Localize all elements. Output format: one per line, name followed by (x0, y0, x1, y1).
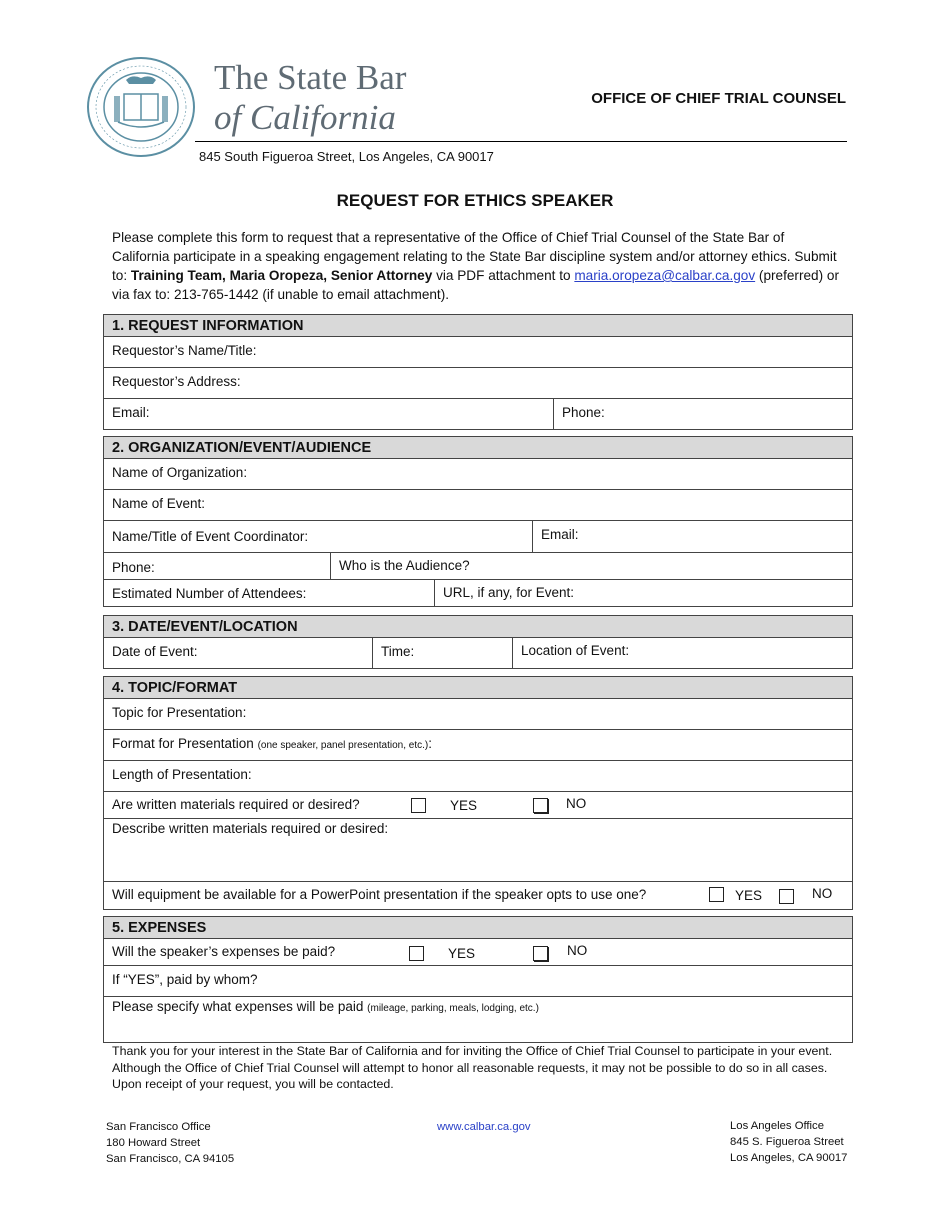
event-location-field[interactable]: Location of Event: (512, 638, 852, 668)
section-header: 3. DATE/EVENT/LOCATION (104, 616, 852, 638)
requestor-phone-field[interactable]: Phone: (553, 399, 852, 429)
equipment-yes-checkbox[interactable] (709, 887, 724, 902)
footer-sf-office: San Francisco Office 180 Howard Street San Francisco, CA 94105 (106, 1121, 235, 1165)
email-link[interactable]: maria.oropeza@calbar.ca.gov (574, 268, 756, 283)
event-date-field[interactable]: Date of Event: (112, 644, 198, 659)
section-topic-format (103, 676, 853, 910)
coordinator-name-field[interactable]: Name/Title of Event Coordinator: (112, 529, 309, 544)
section-header: 2. ORGANIZATION/EVENT/AUDIENCE (104, 437, 852, 459)
materials-yes-label: YES (450, 798, 478, 813)
requestor-email-field[interactable]: Email: (112, 405, 150, 420)
expenses-specify-field[interactable]: Please specify what expenses will be paid (mileage, parking, meals, lodging, etc.) (112, 999, 539, 1014)
topic-field[interactable]: Topic for Presentation: (104, 699, 852, 730)
logo-line-2: of California (214, 98, 396, 137)
equipment-no-checkbox[interactable] (779, 889, 794, 904)
expenses-no-checkbox[interactable] (533, 946, 548, 961)
event-name-field[interactable]: Name of Event: (104, 490, 852, 521)
attendees-field[interactable]: Estimated Number of Attendees: (112, 586, 307, 601)
materials-no-label: NO (566, 796, 587, 811)
requestor-address-field[interactable]: Requestor’s Address: (104, 368, 852, 399)
expenses-yes-checkbox[interactable] (409, 946, 424, 961)
paid-by-field[interactable]: If “YES”, paid by whom? (104, 966, 852, 997)
materials-yes-checkbox[interactable] (411, 798, 426, 813)
section-organization (103, 436, 853, 607)
intro-paragraph: Please complete this form to request that a representative of the Office of Chief Trial Counsel of the State Bar of California participate in a speaking engagement relating to the State Bar discipline system and/or attorney ethics. Submit to: Training Team, Maria Oropeza, Senior Attorney via PDF attachment to maria.oropeza@calbar.ca.gov (preferred) or via fax to: 213-765-1442 (if unable to email attachment). (112, 230, 839, 302)
closing-note: Thank you for your interest in the State Bar of California and for inviting the Office of Chief Trial Counsel to participate in your event. Although the Office of Chief Trial Counsel will attempt to honor all reasonable requests, it may not be possible to do so in all cases. Upon receipt of your request, you will be contacted. (112, 1044, 833, 1091)
header-rule (195, 141, 847, 142)
expenses-no-label: NO (567, 943, 588, 958)
length-field[interactable]: Length of Presentation: (104, 761, 852, 792)
section-header: 5. EXPENSES (104, 917, 852, 939)
organization-name-field[interactable]: Name of Organization: (104, 459, 852, 490)
describe-materials-field[interactable]: Describe written materials required or desired: (104, 819, 852, 882)
state-bar-seal-icon (86, 56, 196, 158)
header-address: 845 South Figueroa Street, Los Angeles, CA 90017 (199, 149, 494, 164)
logo-line-1: The State Bar (214, 58, 407, 97)
coordinator-email-field[interactable]: Email: (532, 521, 852, 552)
submit-to-name: Training Team, Maria Oropeza, Senior Attorney (130, 268, 433, 283)
section-request-information (103, 314, 853, 430)
requestor-name-field[interactable]: Requestor’s Name/Title: (104, 337, 852, 368)
office-title: OFFICE OF CHIEF TRIAL COUNSEL (591, 90, 846, 107)
section-header: 4. TOPIC/FORMAT (104, 677, 852, 699)
equipment-no-label: NO (812, 886, 833, 901)
section-date-location (103, 615, 853, 669)
event-url-field[interactable]: URL, if any, for Event: (434, 580, 852, 606)
footer-la-office: Los Angeles Office 845 S. Figueroa Street Los Angeles, CA 90017 (730, 1120, 848, 1164)
materials-question-row: Are written materials required or desired? YES NO (104, 792, 852, 819)
form-title: REQUEST FOR ETHICS SPEAKER (336, 191, 614, 210)
equipment-question-row: Will equipment be available for a PowerPoint presentation if the speaker opts to use one? YES NO (112, 886, 833, 903)
equipment-yes-label: YES (735, 888, 763, 903)
expenses-question-row: Will the speaker’s expenses be paid? YES NO (104, 939, 852, 966)
section-expenses (103, 916, 853, 1043)
expenses-yes-label: YES (448, 946, 476, 961)
footer-website-link[interactable]: www.calbar.ca.gov (437, 1121, 531, 1133)
format-field[interactable]: Format for Presentation (one speaker, panel presentation, etc.): (104, 730, 852, 761)
materials-no-checkbox[interactable] (533, 798, 548, 813)
coordinator-phone-field[interactable]: Phone: (112, 560, 155, 575)
audience-field[interactable]: Who is the Audience? (330, 553, 852, 579)
section-header: 1. REQUEST INFORMATION (104, 315, 852, 337)
event-time-field[interactable]: Time: (372, 638, 512, 668)
